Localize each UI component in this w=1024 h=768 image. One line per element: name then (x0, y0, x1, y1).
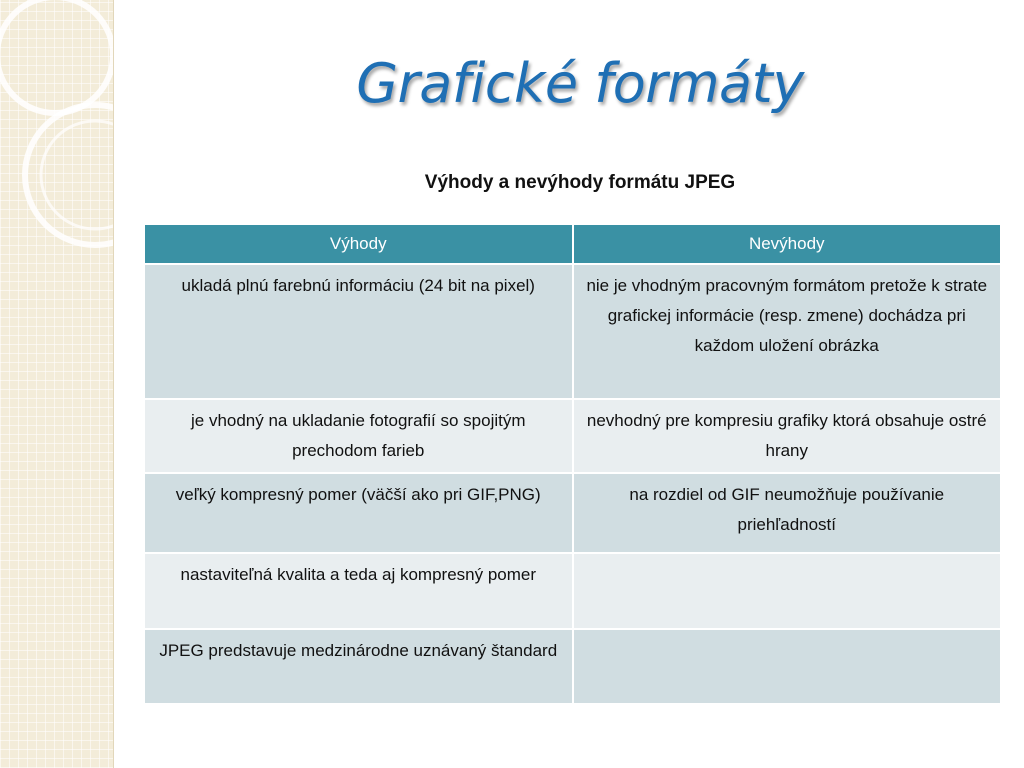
advantage-cell: JPEG predstavuje medzinárodne uznávaný štandard (145, 629, 573, 704)
table-row (145, 629, 1000, 704)
disadvantage-cell (573, 553, 1001, 629)
table-row (145, 264, 1000, 399)
advantage-cell: veľký kompresný pomer (väčší ako pri GIF,PNG) (145, 473, 573, 553)
comparison-table (145, 225, 1000, 705)
table-row (145, 473, 1000, 553)
disadvantage-cell: na rozdiel od GIF neumožňuje používanie priehľadností (573, 473, 1001, 553)
disadvantage-cell (573, 629, 1001, 704)
table-row (145, 399, 1000, 473)
slide-subtitle: Výhody a nevýhody formátu JPEG (424, 172, 736, 193)
disadvantage-cell: nevhodný pre kompresiu grafiky ktorá obsahuje ostré hrany (573, 399, 1001, 473)
advantage-cell: nastaviteľná kvalita a teda aj kompresný pomer (145, 553, 573, 629)
table-header-row (145, 225, 1000, 264)
decorative-sidebar (0, 0, 114, 768)
slide-title: Grafické formáty (356, 52, 804, 115)
header-disadvantages: Nevýhody (573, 225, 1001, 264)
disadvantage-cell: nie je vhodným pracovným formátom pretože k strate grafickej informácie (resp. zmene) dochádza pri každom uložení obrázka (573, 264, 1001, 399)
header-advantages: Výhody (145, 225, 573, 264)
advantage-cell: ukladá plnú farebnú informáciu (24 bit na pixel) (145, 264, 573, 399)
table-row (145, 553, 1000, 629)
advantage-cell: je vhodný na ukladanie fotografií so spojitým prechodom farieb (145, 399, 573, 473)
decorative-circles (0, 0, 113, 768)
